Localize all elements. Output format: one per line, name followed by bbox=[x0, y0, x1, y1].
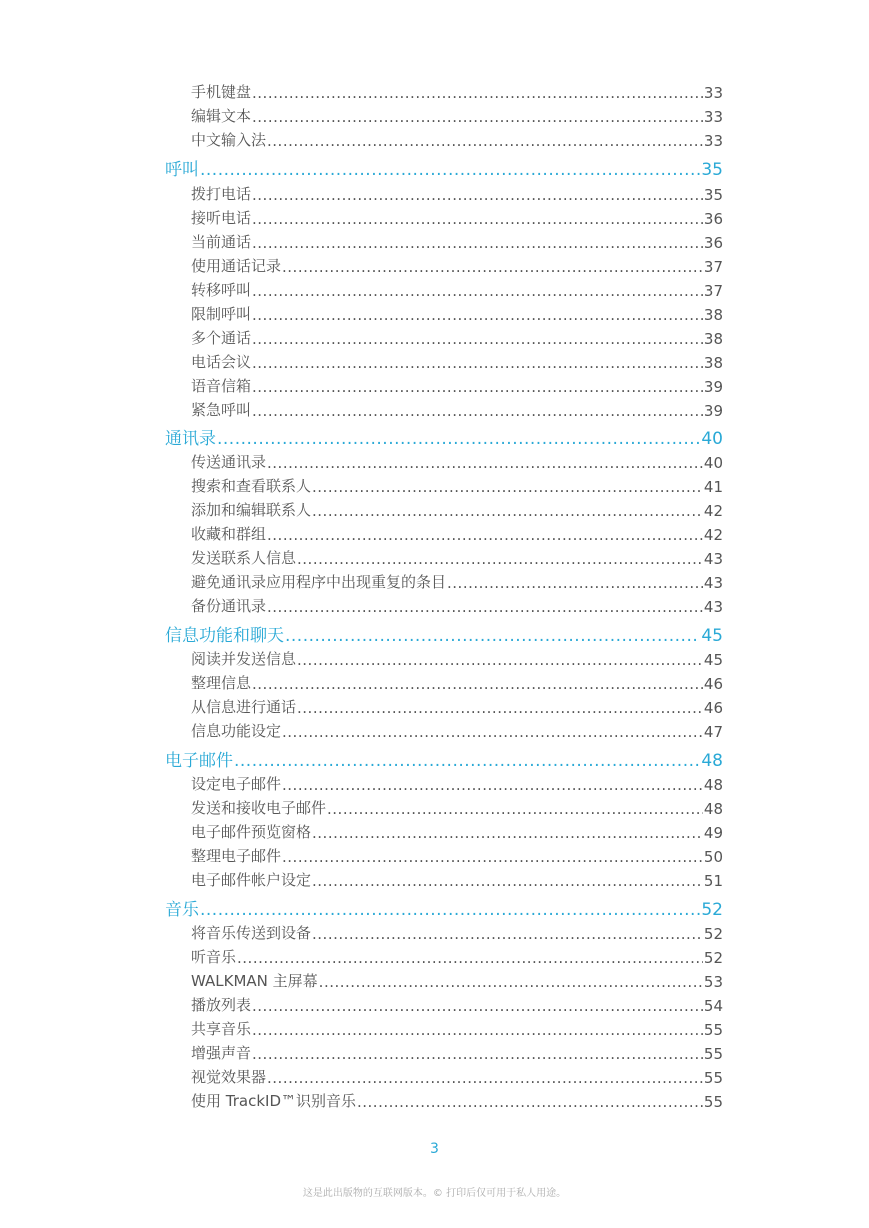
toc-entry[interactable] bbox=[191, 278, 723, 300]
toc-entry[interactable] bbox=[191, 969, 723, 991]
dot-leader bbox=[312, 478, 703, 496]
toc-entry-page: 52 bbox=[703, 925, 723, 943]
toc-entry-page: 36 bbox=[703, 234, 723, 252]
toc-entry-title: 拨打电话 bbox=[191, 185, 252, 203]
dot-leader bbox=[357, 1093, 703, 1111]
toc-entry[interactable] bbox=[191, 1065, 723, 1087]
toc-entry-title: WALKMAN 主屏幕 bbox=[191, 972, 318, 990]
toc-entry[interactable] bbox=[191, 993, 723, 1015]
toc-entry-page: 40 bbox=[703, 454, 723, 472]
toc-entry[interactable] bbox=[191, 868, 723, 890]
toc-entry-title: 编辑文本 bbox=[191, 107, 252, 125]
dot-leader bbox=[252, 186, 703, 204]
toc-entry-title: 发送和接收电子邮件 bbox=[191, 799, 327, 817]
dot-leader bbox=[282, 776, 703, 794]
toc-entry-page: 49 bbox=[703, 824, 723, 842]
toc-entry[interactable] bbox=[191, 945, 723, 967]
toc-entry-title: 使用 TrackID™识别音乐 bbox=[191, 1092, 356, 1110]
toc-entry-title: 设定电子邮件 bbox=[191, 775, 282, 793]
dot-leader bbox=[252, 997, 703, 1015]
toc-entry[interactable] bbox=[191, 474, 723, 496]
toc-entry-title: 阅读并发送信息 bbox=[191, 650, 297, 668]
toc-entry-title: 电子邮件 bbox=[165, 751, 233, 771]
dot-leader bbox=[252, 402, 703, 420]
dot-leader bbox=[252, 378, 703, 396]
toc-entry-page: 41 bbox=[703, 478, 723, 496]
dot-leader bbox=[297, 651, 703, 669]
toc-entry-title: 播放列表 bbox=[191, 996, 252, 1014]
toc-entry[interactable] bbox=[191, 326, 723, 348]
dot-leader bbox=[267, 132, 703, 150]
toc-entry[interactable] bbox=[191, 546, 723, 568]
dot-leader bbox=[252, 210, 703, 228]
toc-entry[interactable] bbox=[191, 374, 723, 396]
toc-entry-page: 43 bbox=[703, 550, 723, 568]
toc-entry[interactable] bbox=[191, 104, 723, 126]
toc-entry-page: 45 bbox=[701, 626, 723, 646]
dot-leader bbox=[282, 848, 703, 866]
toc-entry[interactable] bbox=[191, 254, 723, 276]
toc-entry-page: 42 bbox=[703, 526, 723, 544]
toc-entry-title: 限制呼叫 bbox=[191, 305, 252, 323]
toc-entry-title: 电子邮件预览窗格 bbox=[191, 823, 312, 841]
toc-entry-title: 手机键盘 bbox=[191, 83, 252, 101]
toc-entry-page: 46 bbox=[703, 675, 723, 693]
toc-entry-title: 共享音乐 bbox=[191, 1020, 252, 1038]
toc-entry[interactable] bbox=[191, 1017, 723, 1039]
toc-entry[interactable] bbox=[191, 695, 723, 717]
toc-entry-title: 音乐 bbox=[165, 900, 199, 920]
toc-entry-page: 52 bbox=[703, 949, 723, 967]
toc-entry-title: 语音信箱 bbox=[191, 377, 252, 395]
toc-entry-page: 48 bbox=[703, 800, 723, 818]
toc-entry-title: 电子邮件帐户设定 bbox=[191, 871, 312, 889]
toc-entry-page: 37 bbox=[703, 258, 723, 276]
dot-leader bbox=[252, 1021, 703, 1039]
dot-leader bbox=[312, 502, 703, 520]
toc-entry-title: 信息功能和聊天 bbox=[165, 626, 284, 646]
toc-entry[interactable] bbox=[191, 820, 723, 842]
toc-entry-page: 35 bbox=[703, 186, 723, 204]
footer-note: 这是此出版物的互联网版本。© 打印后仅可用于私人用途。 bbox=[302, 1188, 567, 1199]
dot-leader bbox=[217, 429, 700, 449]
toc-entry-title: 信息功能设定 bbox=[191, 722, 282, 740]
dot-leader bbox=[319, 973, 703, 991]
toc-entry-page: 54 bbox=[703, 997, 723, 1015]
toc-entry-page: 39 bbox=[703, 378, 723, 396]
toc-entry[interactable] bbox=[191, 719, 723, 741]
dot-leader bbox=[252, 282, 703, 300]
toc-entry-title: 当前通话 bbox=[191, 233, 252, 251]
dot-leader bbox=[282, 258, 703, 276]
toc-entry-page: 55 bbox=[703, 1093, 723, 1111]
toc-entry-page: 36 bbox=[703, 210, 723, 228]
toc-entry-title: 使用通话记录 bbox=[191, 257, 282, 275]
toc-entry[interactable] bbox=[191, 921, 723, 943]
dot-leader bbox=[447, 574, 703, 592]
toc-entry-title: 通讯录 bbox=[165, 429, 216, 449]
toc-entry[interactable] bbox=[191, 1089, 723, 1111]
toc-entry[interactable] bbox=[191, 182, 723, 204]
toc-entry[interactable] bbox=[191, 302, 723, 324]
toc-entry-page: 47 bbox=[703, 723, 723, 741]
toc-entry-title: 整理电子邮件 bbox=[191, 847, 282, 865]
toc-entry-title: 转移呼叫 bbox=[191, 281, 252, 299]
toc-entry-title: 视觉效果器 bbox=[191, 1068, 267, 1086]
toc-entry[interactable] bbox=[191, 206, 723, 228]
toc-entry-title: 发送联系人信息 bbox=[191, 549, 297, 567]
toc-entry-page: 33 bbox=[703, 108, 723, 126]
toc-entry-page: 51 bbox=[703, 872, 723, 890]
toc-section-entry[interactable] bbox=[165, 156, 723, 180]
dot-leader bbox=[252, 234, 703, 252]
dot-leader bbox=[200, 900, 700, 920]
toc-entry[interactable] bbox=[191, 230, 723, 252]
dot-leader bbox=[252, 84, 703, 102]
toc-entry-page: 45 bbox=[703, 651, 723, 669]
toc-entry-title: 添加和编辑联系人 bbox=[191, 501, 312, 519]
toc-entry-page: 33 bbox=[703, 84, 723, 102]
toc-entry-page: 43 bbox=[703, 598, 723, 616]
page-number: 3 bbox=[430, 1141, 439, 1157]
dot-leader bbox=[200, 160, 700, 180]
toc-entry-title: 电话会议 bbox=[191, 353, 252, 371]
dot-leader bbox=[252, 330, 703, 348]
toc-entry-title: 中文输入法 bbox=[191, 131, 267, 149]
toc-entry-title: 听音乐 bbox=[191, 948, 237, 966]
toc-entry[interactable] bbox=[191, 80, 723, 102]
toc-entry-title: 多个通话 bbox=[191, 329, 252, 347]
toc-entry[interactable] bbox=[191, 450, 723, 472]
toc-entry-page: 43 bbox=[703, 574, 723, 592]
toc-entry-title: 备份通讯录 bbox=[191, 597, 267, 615]
toc-entry[interactable] bbox=[191, 671, 723, 693]
toc-entry-page: 39 bbox=[703, 402, 723, 420]
toc-entry[interactable] bbox=[191, 1041, 723, 1063]
toc-entry-page: 38 bbox=[703, 354, 723, 372]
toc-entry-title: 接听电话 bbox=[191, 209, 252, 227]
dot-leader bbox=[297, 699, 703, 717]
toc-entry-title: 整理信息 bbox=[191, 674, 252, 692]
toc-entry-page: 55 bbox=[703, 1021, 723, 1039]
toc-entry[interactable] bbox=[191, 128, 723, 150]
toc-entry-title: 紧急呼叫 bbox=[191, 401, 252, 419]
toc-entry-page: 50 bbox=[703, 848, 723, 866]
toc-entry[interactable] bbox=[191, 796, 723, 818]
toc-entry[interactable] bbox=[191, 772, 723, 794]
toc-entry-page: 55 bbox=[703, 1069, 723, 1087]
dot-leader bbox=[312, 872, 703, 890]
toc-entry-title: 收藏和群组 bbox=[191, 525, 267, 543]
dot-leader bbox=[285, 626, 700, 646]
dot-leader bbox=[252, 108, 703, 126]
toc-entry-page: 33 bbox=[703, 132, 723, 150]
toc-entry-page: 35 bbox=[701, 160, 723, 180]
toc-entry[interactable] bbox=[191, 498, 723, 520]
toc-entry-page: 53 bbox=[703, 973, 723, 991]
toc-section-entry[interactable] bbox=[165, 896, 723, 920]
toc-entry[interactable] bbox=[191, 844, 723, 866]
toc-entry[interactable] bbox=[191, 350, 723, 372]
dot-leader bbox=[252, 675, 703, 693]
toc-entry-page: 48 bbox=[701, 751, 723, 771]
dot-leader bbox=[297, 550, 703, 568]
toc-entry-page: 48 bbox=[703, 776, 723, 794]
toc-entry-page: 52 bbox=[701, 900, 723, 920]
dot-leader bbox=[312, 824, 703, 842]
dot-leader bbox=[327, 800, 703, 818]
toc-entry[interactable] bbox=[191, 398, 723, 420]
dot-leader bbox=[252, 306, 703, 324]
toc-section-entry[interactable] bbox=[165, 622, 723, 646]
dot-leader bbox=[237, 949, 703, 967]
toc-entry-page: 40 bbox=[701, 429, 723, 449]
dot-leader bbox=[267, 526, 703, 544]
toc-entry[interactable] bbox=[191, 647, 723, 669]
dot-leader bbox=[234, 751, 700, 771]
toc-entry-page: 46 bbox=[703, 699, 723, 717]
dot-leader bbox=[267, 454, 703, 472]
toc-entry-title: 从信息进行通话 bbox=[191, 698, 297, 716]
toc-entry-title: 呼叫 bbox=[165, 160, 199, 180]
dot-leader bbox=[252, 1045, 703, 1063]
toc-entry-page: 42 bbox=[703, 502, 723, 520]
toc-entry-page: 37 bbox=[703, 282, 723, 300]
dot-leader bbox=[252, 354, 703, 372]
toc-entry-title: 传送通讯录 bbox=[191, 453, 267, 471]
toc-entry-page: 38 bbox=[703, 306, 723, 324]
toc-entry-title: 搜索和查看联系人 bbox=[191, 477, 312, 495]
toc-entry-page: 38 bbox=[703, 330, 723, 348]
toc-entry[interactable] bbox=[191, 570, 723, 592]
toc-entry-title: 避免通讯录应用程序中出现重复的条目 bbox=[191, 573, 447, 591]
toc-section-entry[interactable] bbox=[165, 747, 723, 771]
dot-leader bbox=[312, 925, 703, 943]
toc-entry-title: 将音乐传送到设备 bbox=[191, 924, 312, 942]
toc-entry[interactable] bbox=[191, 594, 723, 616]
dot-leader bbox=[282, 723, 703, 741]
dot-leader bbox=[267, 1069, 703, 1087]
toc-entry[interactable] bbox=[191, 522, 723, 544]
toc-section-entry[interactable] bbox=[165, 425, 723, 449]
toc-entry-page: 55 bbox=[703, 1045, 723, 1063]
dot-leader bbox=[267, 598, 703, 616]
toc-entry-title: 增强声音 bbox=[191, 1044, 252, 1062]
